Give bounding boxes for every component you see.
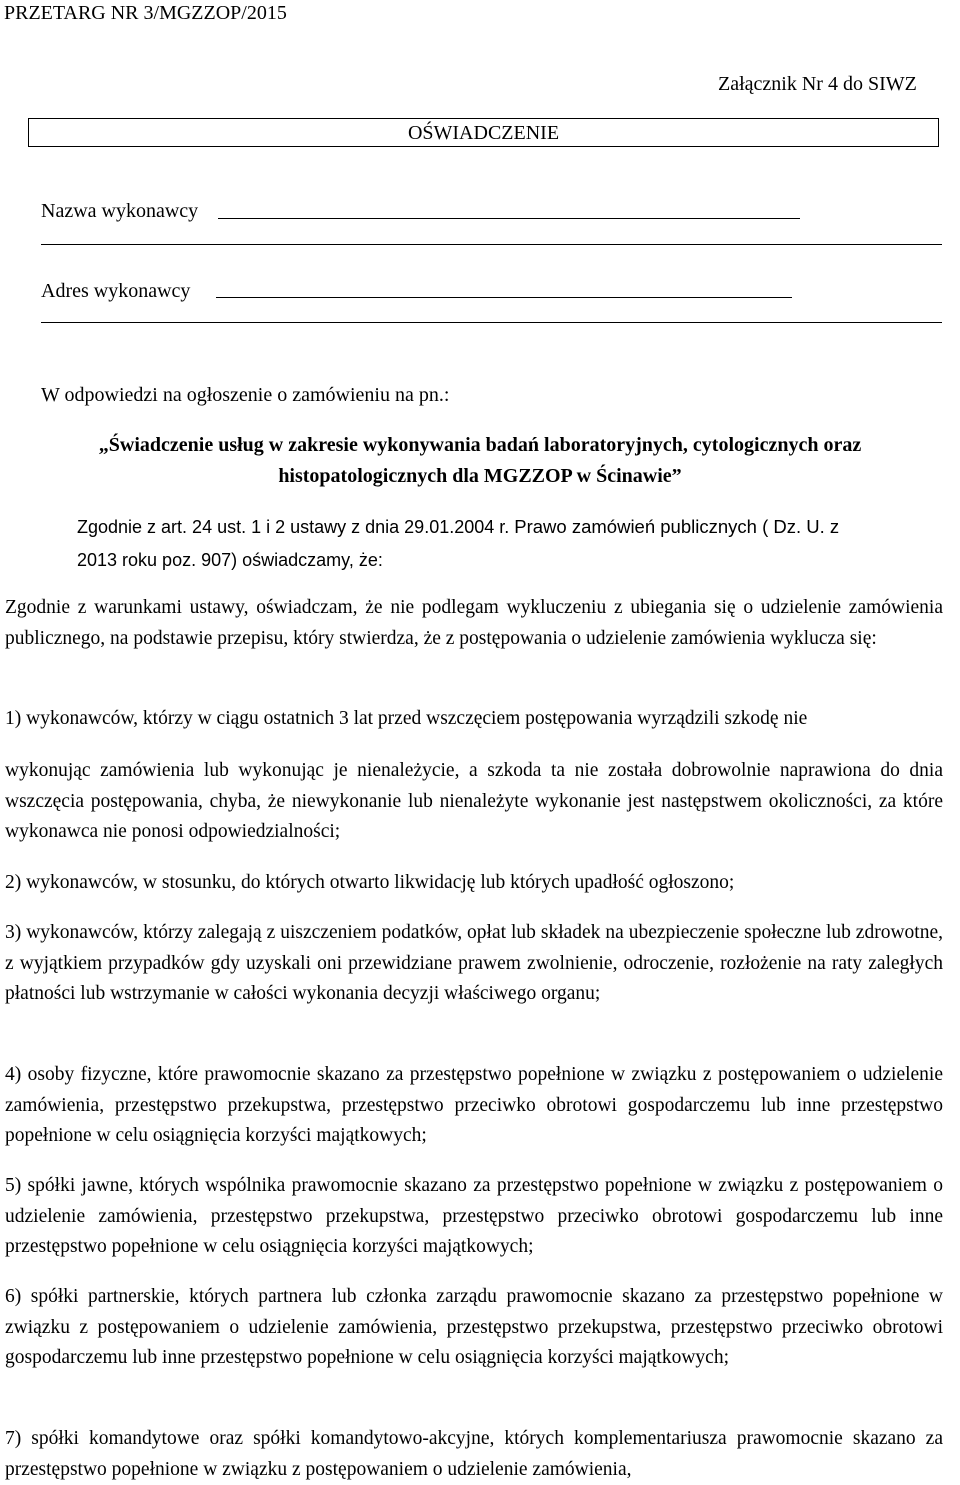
statement-paragraph (5, 593, 943, 654)
legal-basis-part-1: Zgodnie z art. 24 ust. 1 i 2 ustawy z dnia 29.01.2004 r. (77, 517, 515, 537)
statement-text: Zgodnie z warunkami ustawy, oświadczam, że nie podlegam wykluczeniu z ubiegania się o udzielenie zamówienia publicznego, na podstawie przepisu, który stwierdza, że z postępowania o udzielenie zamówienia wyklucza się: (5, 597, 943, 649)
item-1-first-line: 1) wykonawców, którzy w ciągu ostatnich 3 lat przed wszczęciem postępowania wyrządzili szkodę nie (5, 708, 808, 729)
item-2 (5, 868, 943, 899)
item-1-text: wykonując zamówienia lub wykonując je nienależycie, a szkoda ta nie została dobrowolnie naprawiona do dnia wszczęcia postępowania, chyba, że niewykonanie lub nienależyte wykonanie jest następstwem okoliczności, za które wykonawca nie ponosi odpowiedzialności; (5, 760, 943, 843)
legal-basis-line-2-part-2: 907) oświadczamy, że: (201, 550, 383, 570)
contractor-address-label: Adres wykonawcy (41, 280, 191, 302)
item-6 (5, 1282, 943, 1374)
item-4 (5, 1060, 943, 1152)
item-1-continuation (5, 756, 943, 848)
tender-reference: PRZETARG NR 3/MGZZOP/2015 (4, 2, 287, 24)
legal-basis-part-2: Prawo zamówień publicznych ( Dz. U. z (514, 516, 840, 537)
contractor-address-line-2[interactable] (41, 322, 942, 323)
item-2-text: 2) wykonawców, w stosunku, do których otwarto likwidację lub których upadłość ogłoszono; (5, 872, 735, 893)
legal-basis-line-2 (77, 550, 383, 571)
item-6-text: 6) spółki partnerskie, których partnera lub członka zarządu prawomocnie skazano za przestępstwo popełnione w związku z postępowaniem o udzielenie zamówienia, przestępstwo przekupstwa, przestępstwo przeciwko obrotowi gospodarczemu lub inne przestępstwo popełnione w celu osiągnięcia korzyści majątkowych; (5, 1286, 943, 1369)
item-3-text: 3) wykonawców, którzy zalegają z uiszczeniem podatków, opłat lub składek na ubezpieczenie społeczne lub zdrowotne, z wyjątkiem przypadków gdy uzyskali oni przewidziane prawem zwolnienie, odroczenie, rozłożenie na raty zaległych płatności lub wstrzymanie w całości wykonania decyzji właściwego organu; (5, 922, 943, 1005)
tender-title-line-1: „Świadczenie usług w zakresie wykonywania badań laboratoryjnych, cytologicznych oraz (98, 434, 862, 456)
item-3 (5, 918, 943, 1010)
item-7-text: 7) spółki komandytowe oraz spółki komandytowo-akcyjne, których komplementariusza prawomocnie skazano za przestępstwo popełnione w związku z postępowaniem o udzielenie zamówienia, (5, 1428, 943, 1480)
annex-label: Załącznik Nr 4 do SIWZ (718, 73, 917, 95)
item-4-text: 4) osoby fizyczne, które prawomocnie skazano za przestępstwo popełnione w związku z postępowaniem o udzielenie zamówienia, przestępstwo przekupstwa, przestępstwo przeciwko obrotowi gospodarczemu lub inne przestępstwo popełnione w celu osiągnięcia korzyści majątkowych; (5, 1064, 943, 1147)
contractor-address-line[interactable] (216, 297, 792, 298)
legal-basis-line-1 (77, 516, 839, 538)
legal-basis-line-2-part-1: 2013 roku poz. (77, 550, 202, 570)
intro-text: W odpowiedzi na ogłoszenie o zamówieniu na pn.: (41, 384, 450, 406)
item-7 (5, 1424, 943, 1485)
tender-title-line-2: histopatologicznych dla MGZZOP w Ścinawie” (278, 465, 682, 487)
contractor-name-line-2[interactable] (41, 244, 942, 245)
item-5-text: 5) spółki jawne, których wspólnika prawomocnie skazano za przestępstwo popełnione w związku z postępowaniem o udzielenie zamówienia, przestępstwo przekupstwa, przestępstwo przeciwko obrotowi gospodarczemu lub inne przestępstwo popełnione w celu osiągnięcia korzyści majątkowych; (5, 1175, 943, 1258)
document-title: OŚWIADCZENIE (28, 118, 939, 147)
contractor-name-label: Nazwa wykonawcy (41, 200, 199, 222)
item-5 (5, 1171, 943, 1263)
contractor-name-line[interactable] (218, 218, 800, 219)
